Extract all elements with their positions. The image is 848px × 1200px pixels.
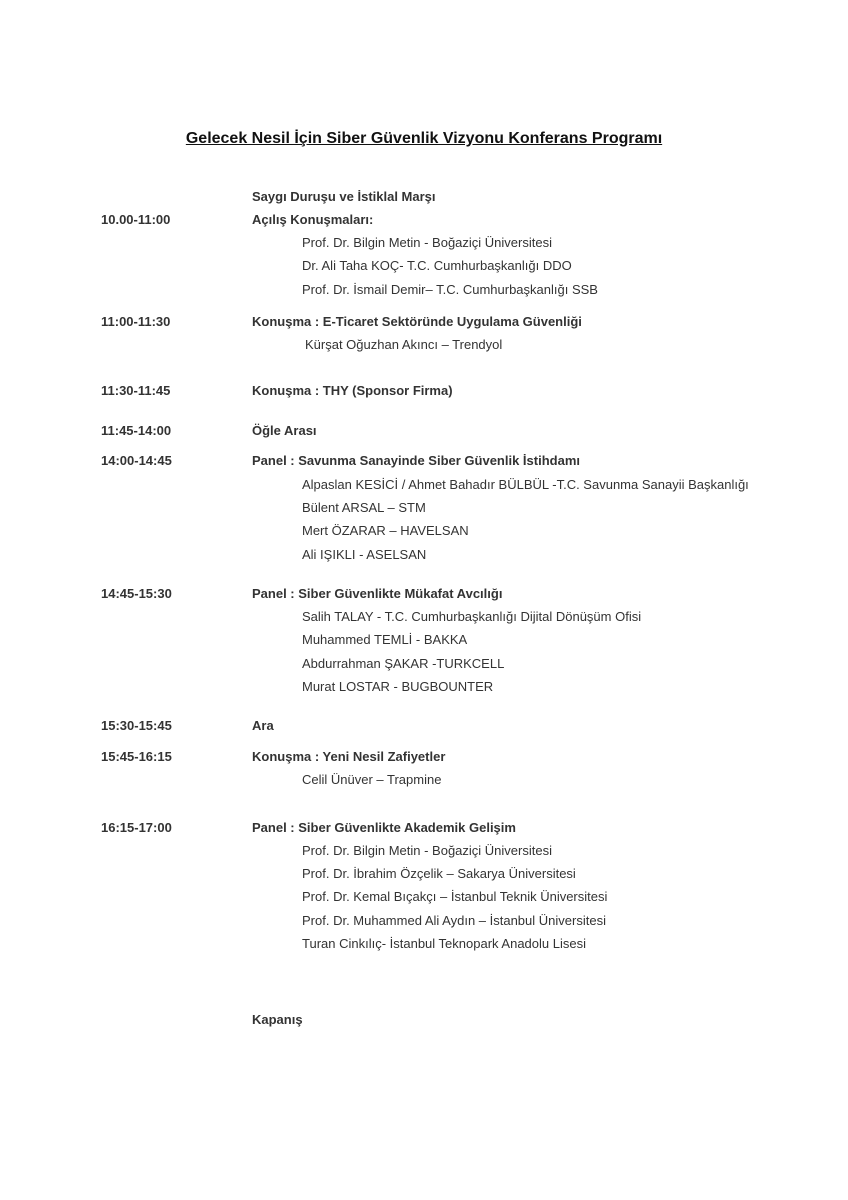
speaker: Salih TALAY - T.C. Cumhurbaşkanlığı Dijital Dönüşüm Ofisi (302, 609, 642, 624)
speaker: Prof. Dr. İbrahim Özçelik – Sakarya Üniversitesi (302, 866, 576, 881)
speaker: Murat LOSTAR - BUGBOUNTER (302, 679, 494, 694)
speaker: Turan Cinkılıç- İstanbul Teknopark Anadolu Lisesi (302, 936, 586, 951)
speaker: Prof. Dr. Bilgin Metin - Boğaziçi Üniversitesi (302, 235, 552, 250)
session-time: 14:00-14:45 (101, 453, 172, 468)
speaker: Celil Ünüver – Trapmine (302, 772, 442, 787)
speaker: Prof. Dr. Muhammed Ali Aydın – İstanbul Üniversitesi (302, 913, 606, 928)
session-heading: Panel : Siber Güvenlikte Akademik Gelişim (252, 820, 516, 835)
session-time: 15:45-16:15 (101, 749, 172, 764)
session-time: 15:30-15:45 (101, 718, 172, 733)
speaker: Abdurrahman ŞAKAR -TURKCELL (302, 656, 505, 671)
session-heading: Panel : Siber Güvenlikte Mükafat Avcılığı (252, 586, 503, 601)
session-time: 11:00-11:30 (101, 314, 171, 329)
session-heading: Konuşma : E-Ticaret Sektöründe Uygulama Güvenliği (252, 314, 582, 329)
speaker: Bülent ARSAL – STM (302, 500, 426, 515)
session-heading: Panel : Savunma Sanayinde Siber Güvenlik İstihdamı (252, 453, 580, 468)
speaker: Prof. Dr. Kemal Bıçakçı – İstanbul Teknik Üniversitesi (302, 889, 608, 904)
speaker: Alpaslan KESİCİ / Ahmet Bahadır BÜLBÜL -T.C. Savunma Sanayii Başkanlığı (302, 477, 749, 492)
speaker: Muhammed TEMLİ - BAKKA (302, 632, 468, 647)
closing: Kapanış (252, 1012, 303, 1027)
session-heading: Ara (252, 718, 274, 733)
speaker: Ali IŞIKLI - ASELSAN (302, 547, 427, 562)
session-heading: Konuşma : THY (Sponsor Firma) (252, 383, 453, 398)
speaker: Kürşat Oğuzhan Akıncı – Trendyol (305, 337, 503, 352)
session-time: 10.00-11:00 (101, 212, 171, 227)
speaker: Mert ÖZARAR – HAVELSAN (302, 523, 469, 538)
session-time: 14:45-15:30 (101, 586, 172, 601)
speaker: Prof. Dr. İsmail Demir– T.C. Cumhurbaşkanlığı SSB (302, 282, 598, 297)
opening-ceremony: Saygı Duruşu ve İstiklal Marşı (252, 189, 436, 204)
session-heading: Öğle Arası (252, 423, 317, 438)
session-time: 16:15-17:00 (101, 820, 172, 835)
session-time: 11:30-11:45 (101, 383, 171, 398)
session-heading: Konuşma : Yeni Nesil Zafiyetler (252, 749, 446, 764)
speaker: Dr. Ali Taha KOÇ- T.C. Cumhurbaşkanlığı DDO (302, 258, 572, 273)
session-time: 11:45-14:00 (101, 423, 172, 438)
speaker: Prof. Dr. Bilgin Metin - Boğaziçi Üniversitesi (302, 843, 552, 858)
session-heading: Açılış Konuşmaları: (252, 212, 374, 227)
program-title: Gelecek Nesil İçin Siber Güvenlik Vizyonu Konferans Programı (185, 130, 663, 147)
